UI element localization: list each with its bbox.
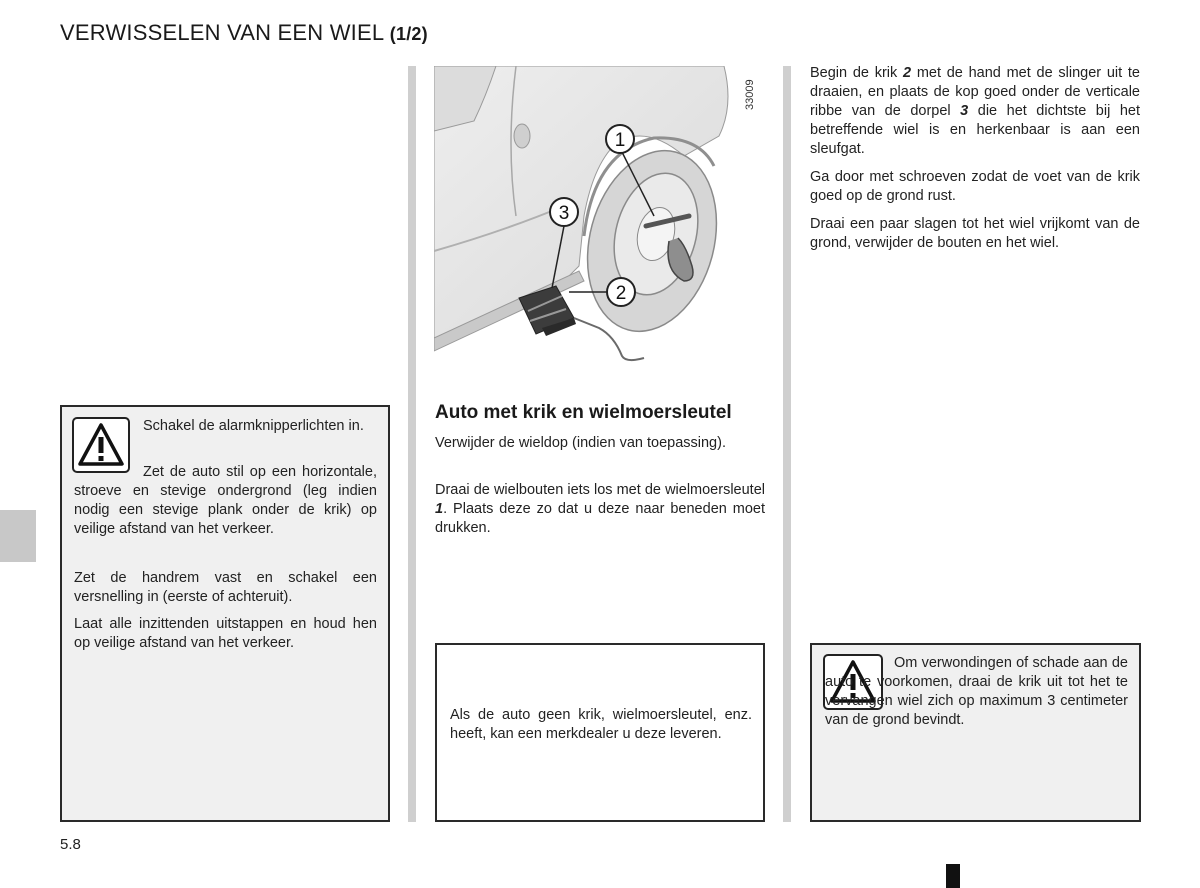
ref-jack: 2	[903, 65, 912, 81]
figure-code: 33009	[744, 79, 756, 110]
column-divider-right	[783, 66, 791, 822]
middle-paragraph-2-a: Draai de wielbouten iets los met de wielmoersleutel	[435, 482, 765, 498]
page-edge-marker	[946, 864, 960, 888]
page-number: 5.8	[60, 836, 81, 853]
right-paragraph-1-c: die het dichtste bij het betreffende wiel is en herkenbaar is aan een sleufgat.	[810, 103, 1140, 157]
svg-text:2: 2	[615, 283, 627, 304]
svg-text:1: 1	[614, 130, 626, 151]
left-warning-text-4: Laat alle inzittenden uitstappen en houd hen op veilige afstand van het verkeer.	[74, 616, 377, 651]
ref-wheel-wrench: 1	[435, 501, 444, 517]
right-paragraph-1-b: met de hand met de slinger uit te draaien, en plaats de kop goed onder de verticale ribbe van de dorpel	[810, 65, 1140, 119]
jack-illustration	[434, 66, 765, 374]
dealer-note-text: Als de auto geen krik, wielmoersleutel, enz. heeft, kan een merkdealer u deze leveren.	[450, 707, 752, 742]
right-paragraph-1	[810, 64, 1140, 159]
right-paragraph-2: Ga door met schroeven zodat de voet van de krik goed op de grond rust.	[810, 169, 1140, 204]
figure-code-wrap	[744, 79, 775, 122]
callout-2	[607, 278, 635, 306]
right-warning-box	[810, 643, 1141, 822]
chapter-tab	[0, 510, 36, 562]
middle-paragraph-1: Verwijder de wieldop (indien van toepassing).	[435, 435, 726, 451]
right-paragraph-1-a: Begin de krik	[810, 65, 903, 81]
left-warning-text-1: Schakel de alarmknipperlichten in.	[143, 418, 364, 434]
page-title-suffix: (1/2)	[389, 24, 428, 44]
callout-3	[550, 198, 578, 226]
right-warning-text: Om verwondingen of schade aan de auto te voorkomen, draai de krik uit tot het te vervangen wiel zich op maximum 3 centimeter van de grond bevindt.	[825, 655, 1128, 728]
dealer-note-box	[435, 643, 765, 822]
column-divider-left	[408, 66, 416, 822]
left-warning-text-2: Zet de auto stil op een horizontale, stroeve en stevige ondergrond (leg indien nodig een stevige plank onder de krik) op veilige afstand van het verkeer.	[74, 464, 377, 537]
section-heading: Auto met krik en wielmoersleutel	[435, 402, 732, 423]
page-title	[60, 20, 428, 46]
page-title-text: VERWISSELEN VAN EEN WIEL	[60, 20, 384, 45]
left-warning-text-3: Zet de handrem vast en schakel een versnelling in (eerste of achteruit).	[74, 570, 377, 605]
callout-1	[606, 125, 634, 153]
ref-sill: 3	[960, 103, 969, 119]
right-paragraph-3: Draai een paar slagen tot het wiel vrijkomt van de grond, verwijder de bouten en het wiel.	[810, 216, 1140, 251]
svg-text:3: 3	[558, 203, 570, 224]
left-warning-box	[60, 405, 390, 822]
middle-paragraph-2-b: . Plaats deze zo dat u deze naar beneden moet drukken.	[435, 501, 765, 536]
middle-paragraph-2	[435, 481, 765, 538]
